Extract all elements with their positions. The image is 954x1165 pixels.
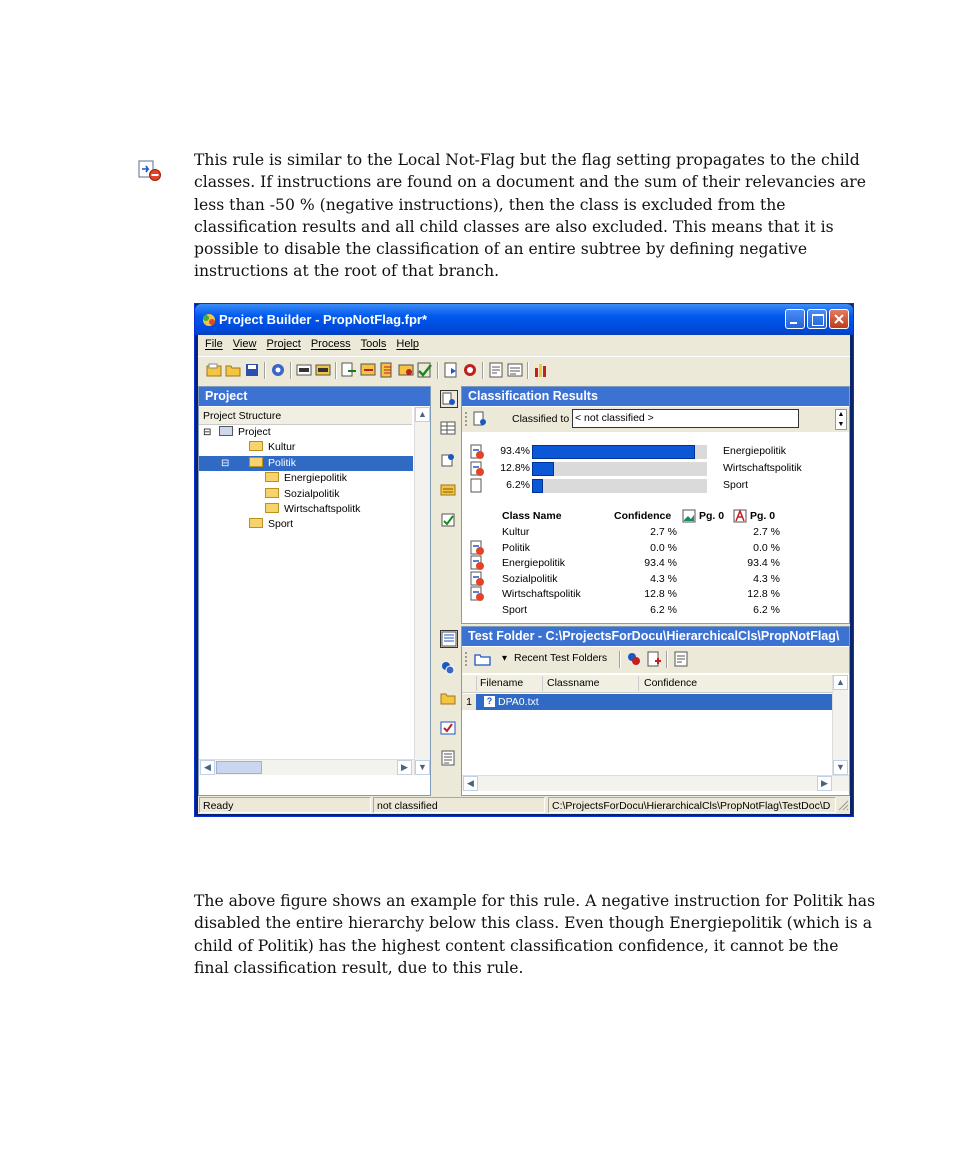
menu-file[interactable]: File [205,338,223,350]
hscroll-thumb[interactable] [216,761,262,774]
bar-class-name: Sport [723,479,749,491]
tree-item[interactable] [199,487,413,502]
extract-icon[interactable] [379,362,395,378]
classification-results-header: Classification Results [462,387,849,406]
classify-all-icon[interactable] [360,362,376,378]
scroll-up-icon[interactable]: ▲ [833,675,848,690]
document-icon [470,478,484,494]
intro-paragraph: This rule is similar to the Local Not-Flag but the flag setting propagates to the child classes. If instructions are found on a document and the sum of their relevancies are less than -50 % (negative instructions), then the class is excluded from the classification results and all child classes are also excluded. This means that it is possible to disable the classification of an entire subtree by defining negative instructions at the root of that branch. [194,151,866,281]
test-folder-view-icon[interactable] [440,630,458,648]
close-icon [830,310,848,328]
classification-view-icon[interactable] [440,390,458,408]
classification-toolbar [462,407,849,432]
window-client [198,335,850,814]
scroll-up-icon[interactable]: ▲ [415,407,430,422]
add-document-icon[interactable] [646,651,662,667]
test-folder-pane [461,626,850,796]
folder-icon [249,441,263,451]
learn-icon[interactable] [462,362,478,378]
menu-help[interactable]: Help [396,338,420,350]
confidence-row-pg: 2.7 % [753,526,780,538]
spin-arrows-icon[interactable]: ▲ ▼ [835,409,847,430]
document-icon[interactable] [443,362,459,378]
open-folder-icon[interactable] [225,362,241,378]
tree-item-label: Kultur [268,441,296,454]
not-flag-icon [470,586,484,602]
confidence-bar-fill [532,445,695,459]
confidence-row-pg: 6.2 % [753,604,780,616]
column-pg-text: Pg. 0 [750,510,776,522]
column-class-name: Class Name [502,510,562,522]
toolbar-separator [290,362,292,379]
toolbar-separator [619,651,621,668]
test-folder-toolbar [462,647,849,673]
tree-item-label: Sozialpolitik [284,487,340,500]
column-classname[interactable]: Classname [547,677,600,689]
folder-icon [265,472,279,482]
confidence-bar-track [532,462,707,476]
propagating-not-flag-icon [138,160,162,182]
notes-view-icon[interactable] [440,482,456,498]
confidence-row-pg: 4.3 % [753,572,780,585]
window-titlebar[interactable] [195,304,853,335]
batch-classify-icon[interactable] [626,651,642,667]
check-view-icon[interactable] [440,720,456,736]
menu-tools[interactable]: Tools [360,338,387,350]
scroll-right-icon[interactable]: ▶ [817,776,832,791]
test-folder-header: Test Folder - C:\ProjectsForDocu\HierarchicalCls\PropNotFlag\ [462,627,849,646]
toolbar-separator [264,362,266,379]
extraction-view-icon[interactable] [440,452,456,468]
tree-item[interactable] [199,440,413,455]
app-icon [201,312,217,328]
bar-class-name: Wirtschaftspolitik [723,462,802,474]
classified-to-label: Classified to [512,413,570,425]
classify-document-icon[interactable] [472,411,488,427]
tree-item-label: Sport [268,518,294,531]
classify-icon[interactable] [341,362,357,378]
settings-gear-icon[interactable] [270,362,286,378]
verification-view-icon[interactable] [440,512,456,528]
maximize-button[interactable] [807,309,827,329]
batch-view-icon[interactable] [440,660,456,676]
tree-item[interactable] [199,471,413,486]
status-bar [198,796,850,814]
menu-view[interactable]: View [232,338,257,350]
row-filename: DPA0.txt [498,696,539,708]
tree-expander-icon[interactable]: ⊟ [203,427,212,438]
status-classification: not classified [373,797,545,813]
main-toolbar [198,356,850,384]
folder-icon [249,457,263,467]
project-tree-scrollbar[interactable] [414,407,430,775]
save-icon[interactable] [244,362,260,378]
scroll-left-icon[interactable]: ◀ [463,776,478,791]
test-view-strip [436,626,460,796]
scroll-down-icon[interactable]: ▼ [415,760,430,775]
bar-percent-label: 93.4% [500,445,530,457]
confidence-row-name: Kultur [502,526,530,538]
test-report-icon[interactable] [673,651,689,667]
tree-item[interactable] [199,456,413,471]
column-pg-image: Pg. 0 [699,510,725,522]
window-title: Project Builder - PropNotFlag.fpr* [219,312,428,327]
bar-percent-label: 6.2% [506,479,530,491]
confidence-bar-track [532,479,707,493]
statistics-chart-icon[interactable] [533,362,549,378]
confidence-row-pg: 0.0 % [753,541,780,554]
confidence-row-name: Politik [502,541,531,554]
folder-icon [265,488,279,498]
verify-icon[interactable] [417,362,433,378]
status-path: C:\ProjectsForDocu\HierarchicalCls\PropNotFlag\TestDoc\D [548,797,836,813]
test-list-header [462,675,832,693]
project-pane-header: Project [199,387,430,406]
not-flag-icon [470,555,484,571]
bar-class-name: Energiepolitik [723,445,787,457]
menu-project[interactable]: Project [266,338,301,350]
confidence-row-name: Sozialpolitik [502,572,558,585]
project-builder-window [194,303,854,817]
ocr-batch-icon[interactable] [315,362,331,378]
tree-item-label: Wirtschaftspolitk [284,503,361,515]
tree-item-label: Energiepolitik [284,472,348,485]
confidence-row-confidence: 6.2 % [650,604,677,616]
tree-expander-icon[interactable]: ⊟ [221,457,230,469]
flagged-class-icon [470,461,484,477]
confidence-row-pg: 12.8 % [747,588,780,601]
resize-grip-icon[interactable] [837,799,849,811]
row-index: 1 [462,694,476,710]
new-project-icon[interactable] [206,362,222,378]
folder-icon [265,503,279,513]
toolbar-grip [465,412,469,426]
open-test-folder-icon[interactable] [474,651,492,667]
log-view-icon[interactable] [440,750,456,766]
confidence-bar-fill [532,462,554,476]
column-confidence[interactable]: Confidence [644,677,698,689]
project-structure-header: Project Structure [199,407,412,425]
results-view-strip [436,386,460,624]
minimize-button[interactable] [785,309,805,329]
tree-item[interactable] [199,502,413,517]
project-pane [198,386,431,796]
toolbar-separator [482,362,484,379]
confidence-row-confidence: 2.7 % [650,526,677,538]
not-flag-icon [470,540,484,556]
project-icon [219,426,233,436]
toolbar-separator [527,362,529,379]
test-list-hscrollbar[interactable] [462,775,849,791]
folder-icon [249,518,263,528]
confidence-bar-track [532,445,707,459]
confidence-row-confidence: 4.3 % [650,572,677,585]
confidence-row-pg: 93.4 % [747,557,780,570]
tree-item[interactable] [199,425,413,440]
explanation-paragraph: The above figure shows an example for this rule. A negative instruction for Politik has disabled the entire hierarchy below this class. Even though Energiepolitik (which is a child of Politik) has the highest content classification confidence, it cannot be the final classification result, due to this rule. [194,892,876,977]
confidence-row-confidence: 0.0 % [650,541,677,554]
text-page-icon [733,509,747,523]
menu-process[interactable]: Process [310,338,351,350]
properties-icon[interactable] [507,362,523,378]
status-ready: Ready [199,797,371,813]
tree-item-label: Project [238,426,271,438]
confidence-row-confidence: 12.8 % [644,588,677,601]
test-list-scrollbar[interactable] [832,675,848,775]
column-confidence: Confidence [614,510,672,522]
toolbar-grip [465,652,467,666]
project-tree-hscrollbar[interactable] [199,759,414,775]
tree-item[interactable] [199,517,413,532]
column-filename[interactable]: Filename [480,677,524,689]
confidence-row-name: Wirtschaftspolitik [502,588,581,601]
menu-bar [198,335,850,355]
not-flag-icon [470,571,484,587]
toolbar-separator [666,651,668,668]
report-icon[interactable] [488,362,504,378]
toolbar-separator [437,362,439,379]
recent-test-folders-button[interactable]: Recent Test Folders [514,652,608,664]
confidence-row-confidence: 93.4 % [644,557,677,570]
unknown-document-icon: ? [484,696,495,707]
image-page-icon [682,509,696,523]
folder-view-icon[interactable] [440,690,456,706]
classified-to-field[interactable]: < not classified > [572,409,799,428]
confidence-row-name: Sport [502,604,528,616]
close-button[interactable] [829,309,849,329]
scroll-right-icon[interactable]: ▶ [397,760,412,775]
extract-all-icon[interactable] [398,362,414,378]
bar-percent-label: 12.8% [500,462,530,474]
confidence-row-name: Energiepolitik [502,557,566,570]
flagged-class-icon [470,444,484,460]
scroll-left-icon[interactable]: ◀ [200,760,215,775]
toolbar-separator [335,362,337,379]
scroll-down-icon[interactable]: ▼ [833,760,848,775]
chevron-down-icon[interactable]: ▾ [502,653,508,664]
tree-item-label: Politik [268,456,297,469]
table-view-icon[interactable] [440,420,456,436]
ocr-icon[interactable] [296,362,312,378]
confidence-bar-fill [532,479,543,493]
classification-results-pane [461,386,850,624]
test-list-row[interactable] [462,694,832,710]
